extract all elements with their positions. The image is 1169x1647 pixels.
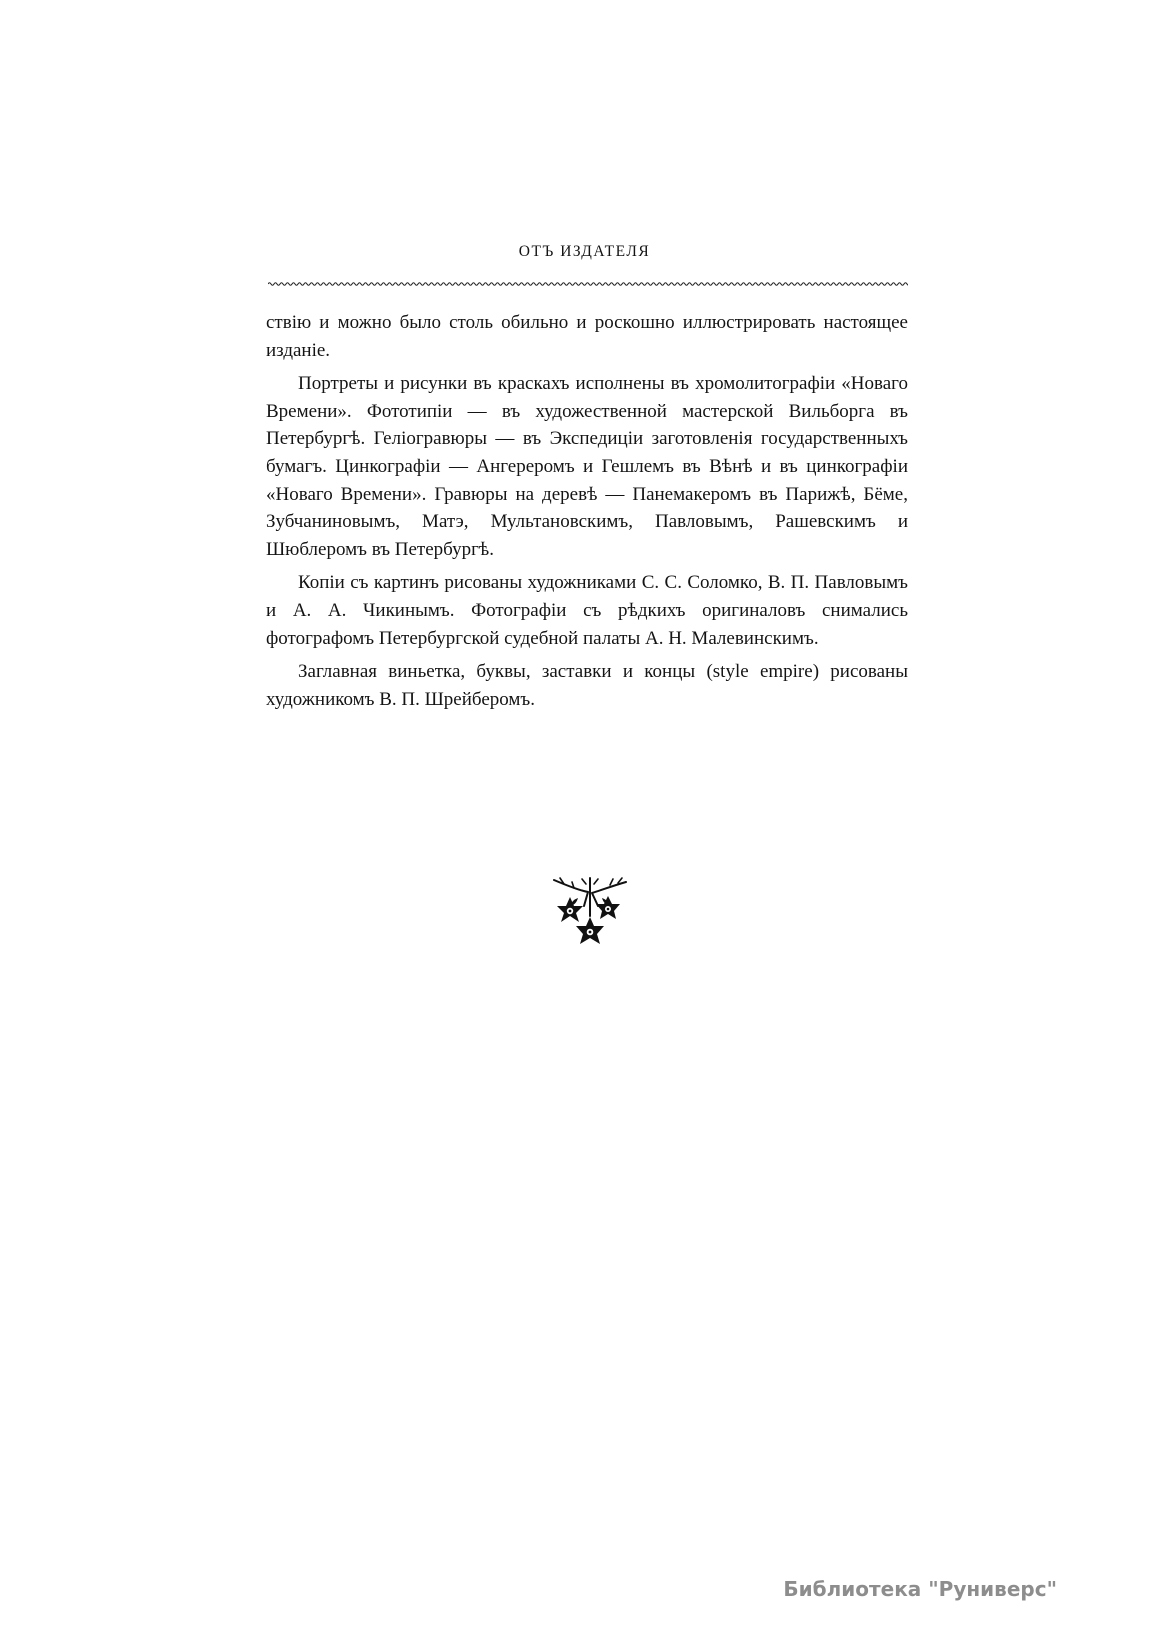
paragraph-3: Копіи съ картинъ рисованы художниками С. С. Соломко, В. П. Павловымъ и А. А. Чикинымъ. Фотографіи съ рѣдкихъ оригиналовъ снимались фотографомъ Петербургской судебной палаты А. Н. Малевинскимъ. xyxy=(266,572,908,649)
page-header: ОТЪ ИЗДАТЕЛЯ xyxy=(518,243,651,260)
wavy-rule-divider xyxy=(268,280,908,288)
floral-tailpiece-icon xyxy=(550,876,630,948)
paragraph-1: ствію и можно было столь обильно и роскошно иллюстрировать настоящее изданіе. xyxy=(266,312,908,361)
library-watermark: Библиотека "Руниверс" xyxy=(783,1577,1057,1601)
paragraph-4: Заглавная виньетка, буквы, заставки и концы (style empire) рисованы художникомъ В. П. Шрейберомъ. xyxy=(266,661,908,710)
body-text xyxy=(266,309,908,719)
paragraph-2: Портреты и рисунки въ краскахъ исполнены въ хромолитографіи «Новаго Времени». Фототипіи — въ художественной мастерской Вильборга въ Петербургѣ. Геліогравюры — въ Экспедиціи заготовленія государственныхъ бумагъ. Цинкографіи — Ангереромъ и Гешлемъ въ Вѣнѣ и въ цинкографіи «Новаго Времени». Гравюры на деревѣ — Панемакеромъ въ Парижѣ, Бёме, Зубчаниновымъ, Матэ, Мультановскимъ, Павловымъ, Рашевскимъ и Шюблеромъ въ Петербургѣ. xyxy=(266,373,908,560)
